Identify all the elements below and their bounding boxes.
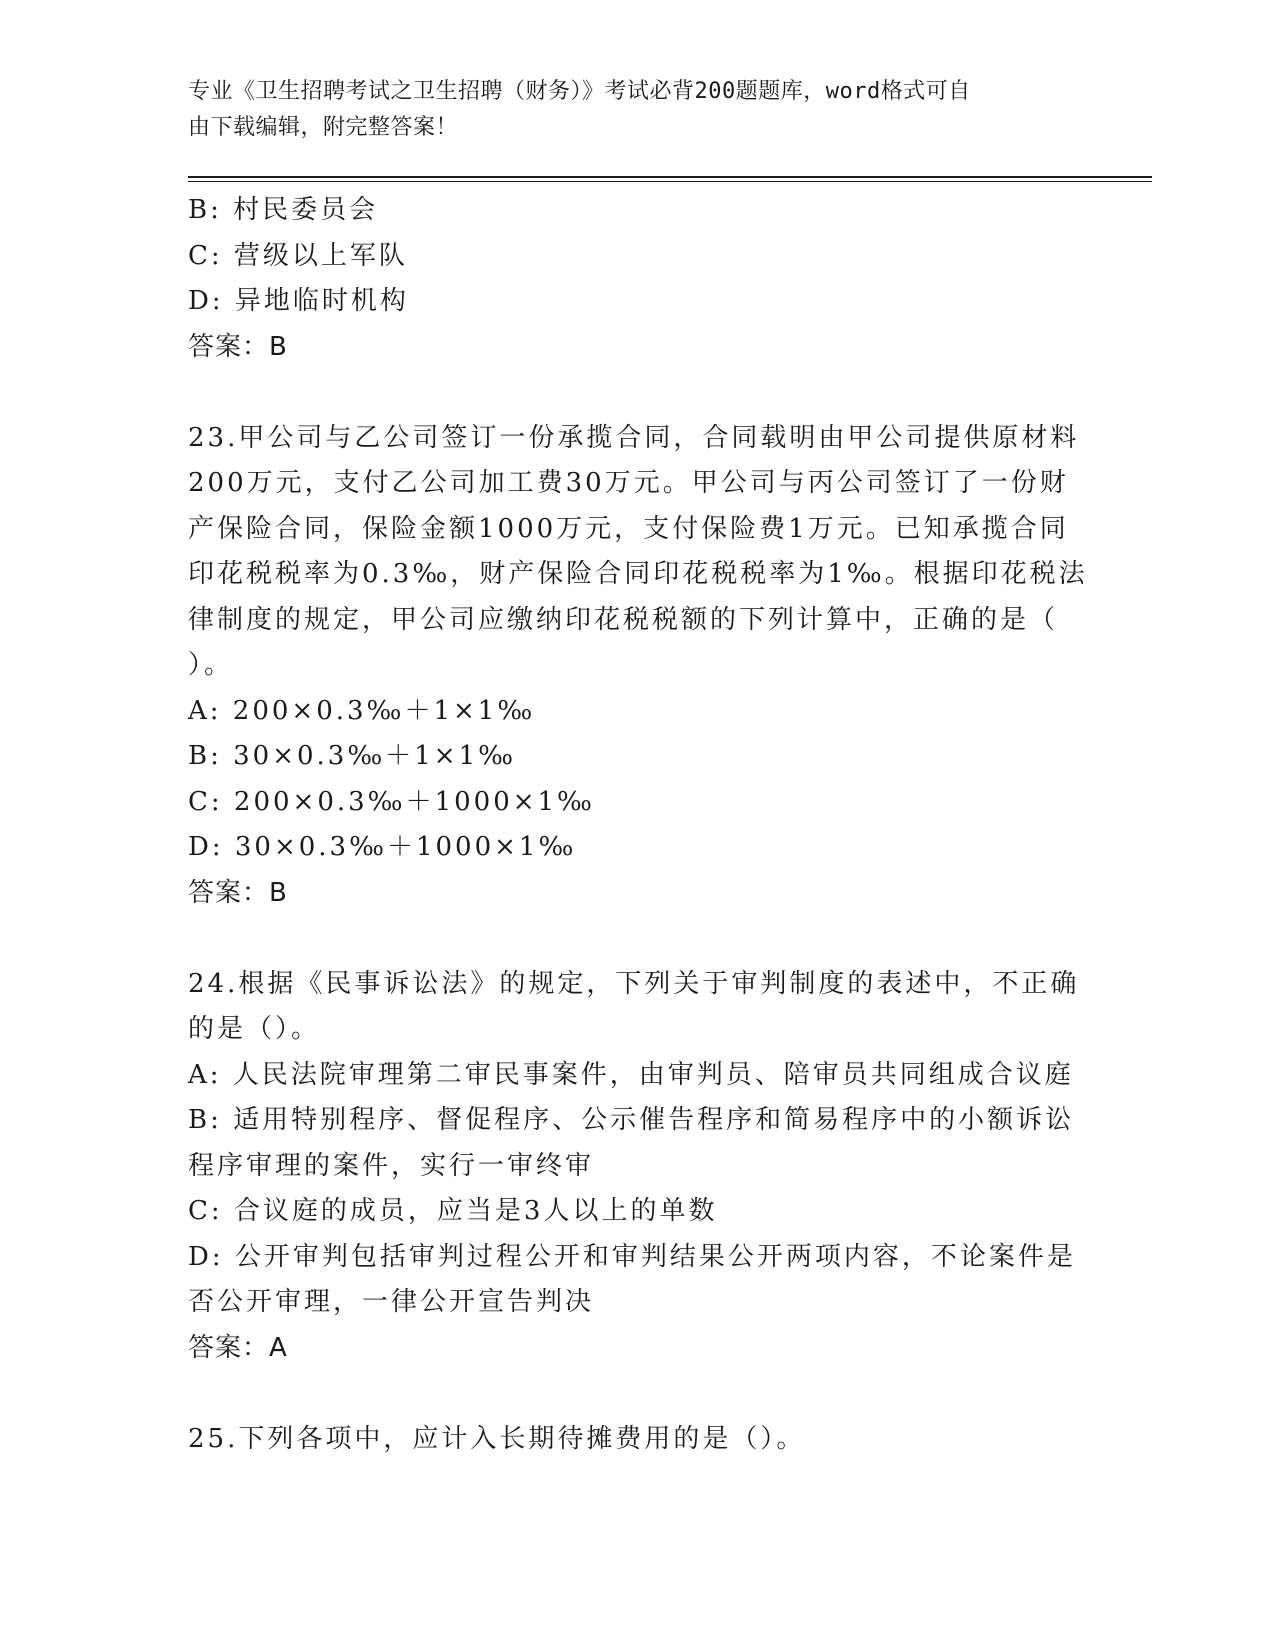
option-b: B: 适用特别程序、督促程序、公示催告程序和简易程序中的小额诉讼 <box>188 1105 1075 1135</box>
question-text-line: 的是（）。 <box>188 1014 321 1044</box>
option-c: C: 营级以上军队 <box>188 240 408 271</box>
answer-line: 答案：B <box>188 877 288 908</box>
question-text-line: 24.根据《民事诉讼法》的规定，下列关于审判制度的表述中，不正确 <box>188 968 1080 999</box>
question-25 <box>188 1417 1088 1463</box>
question-24 <box>188 962 1088 1372</box>
document-body <box>188 188 1088 1462</box>
option-a: A: 人民法院审理第二审民事案件，由审判员、陪审员共同组成合议庭 <box>188 1059 1074 1090</box>
option-a: A: 200×0.3‰＋1×1‰ <box>188 695 536 726</box>
header-line-2: 由下载编辑，附完整答案！ <box>188 115 459 140</box>
answer-line: 答案：A <box>188 1332 288 1363</box>
spacer <box>188 1371 1088 1417</box>
spacer <box>188 370 1088 416</box>
option-d: D: 30×0.3‰＋1000×1‰ <box>188 832 577 862</box>
option-d: D: 异地临时机构 <box>188 286 409 316</box>
question-text-line: 23.甲公司与乙公司签订一份承揽合同，合同载明由甲公司提供原材料 <box>188 422 1080 453</box>
answer-line: 答案：B <box>188 331 288 362</box>
header-line-1: 专业《卫生招聘考试之卫生招聘（财务）》考试必背200题题库，word格式可自 <box>188 79 971 104</box>
question-23 <box>188 416 1088 917</box>
page-header <box>188 74 1068 146</box>
header-divider-thin <box>188 181 1152 182</box>
option-b-continued: 程序审理的案件，实行一审终审 <box>188 1150 595 1181</box>
question-text-line: ）。 <box>188 650 234 680</box>
question-text-line: 印花税税率为0.3‰，财产保险合同印花税税率为1‰。根据印花税法 <box>188 559 1088 589</box>
option-c: C: 200×0.3‰＋1000×1‰ <box>188 786 595 817</box>
option-b: B: 村民委员会 <box>188 195 379 225</box>
header-divider-thick <box>188 176 1152 178</box>
spacer <box>188 916 1088 962</box>
question-text-line: 25.下列各项中，应计入长期待摊费用的是（）。 <box>188 1423 806 1454</box>
question-text-line: 200万元，支付乙公司加工费30万元。甲公司与丙公司签订了一份财 <box>188 468 1069 498</box>
option-c: C: 合议庭的成员，应当是3人以上的单数 <box>188 1196 718 1226</box>
option-d-continued: 否公开审理，一律公开宣告判决 <box>188 1287 595 1317</box>
option-b: B: 30×0.3‰＋1×1‰ <box>188 741 516 771</box>
question-22-continued <box>188 188 1088 370</box>
option-d: D: 公开审判包括审判过程公开和审判结果公开两项内容，不论案件是 <box>188 1241 1076 1272</box>
question-text-line: 律制度的规定，甲公司应缴纳印花税税额的下列计算中，正确的是（ <box>188 604 1059 635</box>
question-text-line: 产保险合同，保险金额1000万元，支付保险费1万元。已知承揽合同 <box>188 513 1069 544</box>
